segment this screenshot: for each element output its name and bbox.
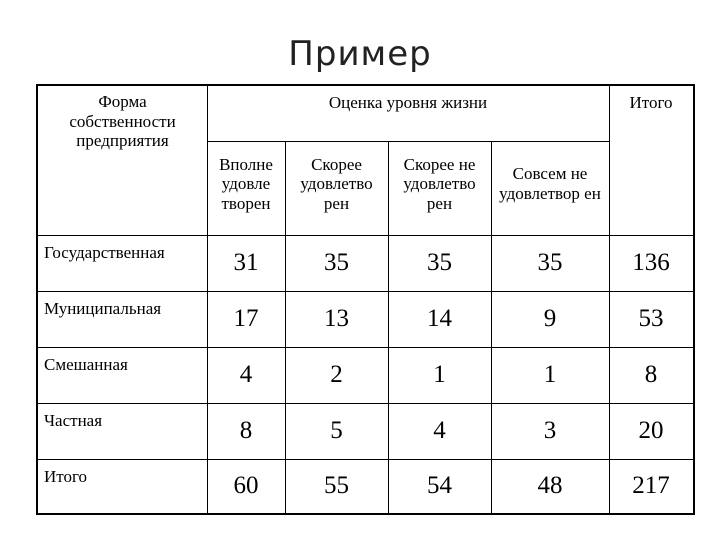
header-living-standard: Оценка уровня жизни	[328, 93, 488, 113]
table-cell: 4	[433, 417, 446, 445]
row-total-cell: 20	[638, 417, 664, 445]
table-cell: 3	[543, 417, 557, 445]
row-total-cell: 217	[632, 472, 670, 500]
row-total-cell: 8	[644, 361, 658, 389]
table-cell: 2	[330, 361, 343, 389]
table-cell: 17	[233, 305, 259, 333]
table-cell: 31	[233, 249, 259, 277]
row-total-cell: 53	[638, 305, 664, 333]
subheader-cell: Скорее не удовлетво рен	[403, 154, 476, 213]
data-table	[36, 84, 695, 515]
slide-title: Пример	[288, 34, 432, 74]
table-cell: 55	[324, 472, 349, 500]
row-label: Муниципальная	[44, 299, 162, 318]
table-cell: 9	[543, 305, 557, 333]
table-cell: 13	[324, 305, 349, 333]
table-cell: 14	[427, 305, 452, 333]
table-cell: 48	[537, 472, 563, 500]
subheader-cell: Вполне удовле творен	[219, 154, 273, 213]
grid-line	[207, 141, 609, 142]
table-cell: 35	[324, 249, 349, 277]
row-label: Частная	[44, 411, 103, 430]
subheader-cell: Совсем не удовлетвор ен	[499, 164, 601, 203]
row-label: Смешанная	[44, 355, 128, 374]
table-cell: 1	[543, 361, 557, 389]
table-cell: 35	[427, 249, 452, 277]
row-label: Итого	[44, 467, 88, 486]
table-cell: 5	[330, 417, 343, 445]
table-cell: 8	[239, 417, 253, 445]
table-cell: 35	[537, 249, 563, 277]
row-total-cell: 136	[632, 249, 670, 277]
table-cell: 1	[433, 361, 446, 389]
table-cell: 4	[239, 361, 253, 389]
header-ownership-form: Форма собственности предприятия	[69, 92, 176, 151]
row-label: Государственная	[44, 243, 165, 262]
header-total: Итого	[629, 93, 673, 113]
table-cell: 60	[233, 472, 259, 500]
subheader-cell: Скорее удовлетво рен	[300, 154, 373, 213]
table-cell: 54	[427, 472, 452, 500]
